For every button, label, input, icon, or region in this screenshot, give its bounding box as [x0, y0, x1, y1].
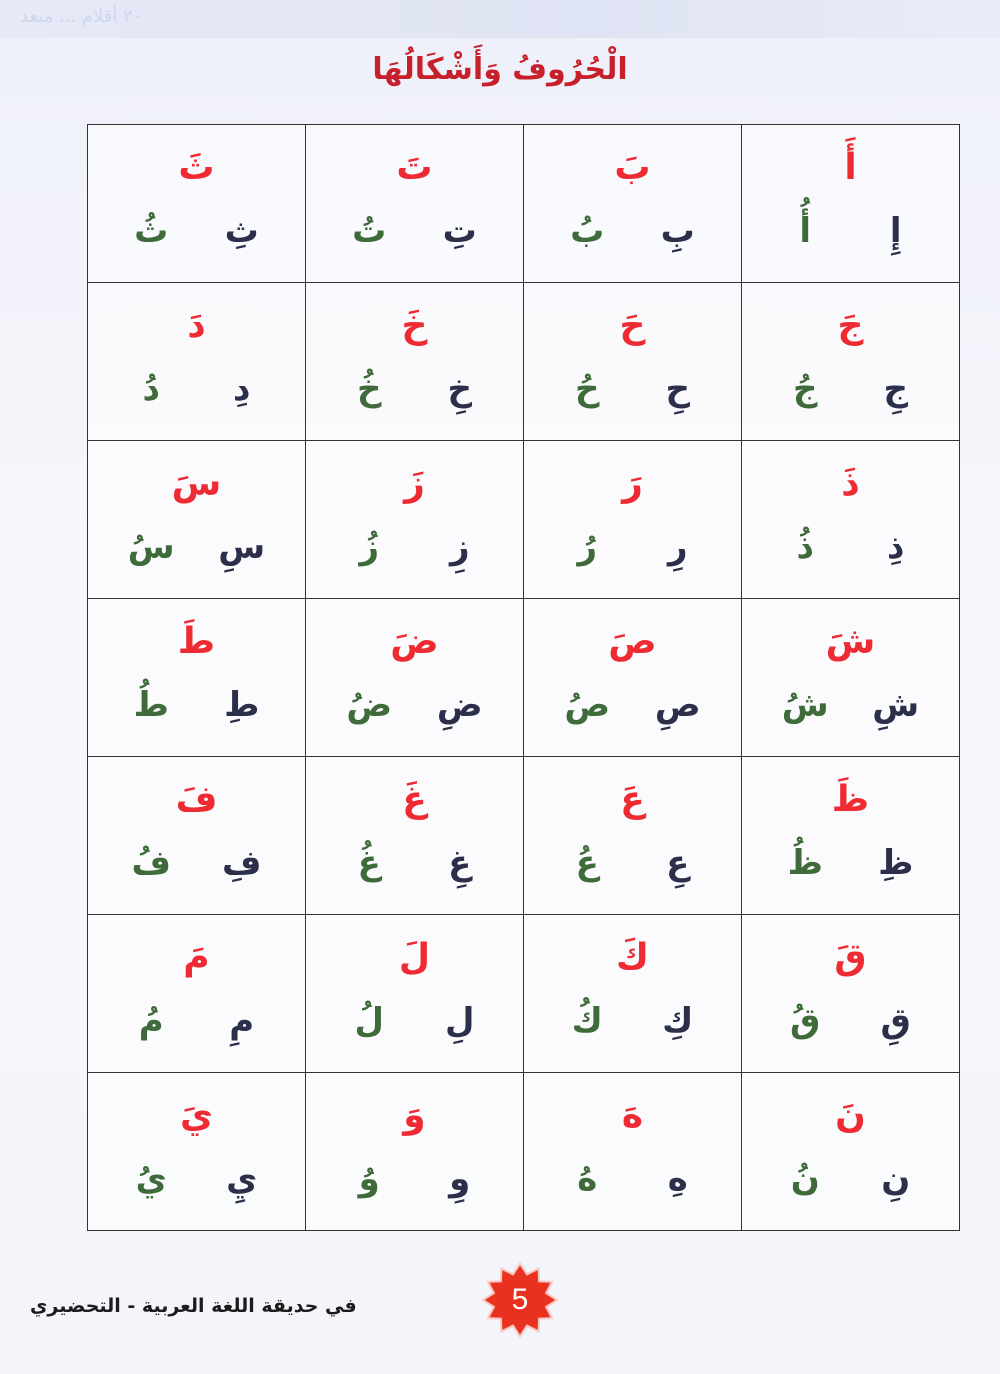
- letter-form-damma: أُ: [799, 211, 812, 251]
- letter-form-kasra: ضِ: [436, 685, 483, 725]
- letter-form-kasra: إِ: [889, 211, 902, 251]
- letter-forms: [306, 1159, 523, 1199]
- letter-cell: [306, 757, 524, 915]
- letter-main: مَ: [183, 937, 210, 978]
- letter-form-damma: لُ: [354, 1001, 384, 1041]
- letter-form-damma: هُ: [577, 1159, 598, 1199]
- letter-main: صَ: [608, 621, 657, 662]
- letter-forms: [524, 369, 741, 409]
- letter-form-damma: رُ: [577, 527, 598, 567]
- letter-form-kasra: فِ: [222, 843, 262, 883]
- letter-cell: [742, 915, 960, 1073]
- letter-form-damma: سُ: [127, 527, 175, 567]
- letter-forms: [524, 211, 741, 251]
- letter-forms: [524, 527, 741, 567]
- letter-cell: [88, 915, 306, 1073]
- letter-main: ذَ: [841, 463, 860, 504]
- letter-main: سَ: [171, 463, 222, 504]
- letter-forms: [742, 685, 959, 725]
- letter-cell: [524, 125, 742, 283]
- letter-main: يَ: [180, 1095, 213, 1136]
- letter-form-damma: دُ: [142, 369, 160, 409]
- page-number: 5: [511, 1283, 529, 1316]
- letters-row: [88, 125, 960, 283]
- header-faint-text: ٢٠ أقلام ... مبعد: [20, 6, 143, 27]
- letter-cell: [306, 1073, 524, 1231]
- letter-form-kasra: جِ: [883, 369, 908, 409]
- letter-cell: [88, 599, 306, 757]
- letter-form-damma: تُ: [352, 211, 387, 251]
- letter-cell: [742, 757, 960, 915]
- letter-cell: [88, 757, 306, 915]
- letter-forms: [306, 1001, 523, 1041]
- letter-form-kasra: ظِ: [878, 843, 914, 883]
- letter-form-damma: بُ: [570, 211, 605, 251]
- letter-form-damma: ذُ: [796, 527, 814, 567]
- letter-forms: [524, 685, 741, 725]
- letter-forms: [88, 369, 305, 409]
- letter-cell: [88, 125, 306, 283]
- letter-form-damma: طُ: [133, 685, 169, 725]
- letter-main: عَ: [620, 779, 645, 820]
- letter-form-kasra: صِ: [654, 685, 701, 725]
- letter-cell: [306, 599, 524, 757]
- letter-main: وَ: [403, 1095, 426, 1136]
- top-strip: [0, 0, 1000, 38]
- letter-cell: [524, 283, 742, 441]
- letter-cell: [88, 441, 306, 599]
- letter-forms: [742, 527, 959, 567]
- letter-form-kasra: قِ: [880, 1001, 911, 1041]
- letter-form-damma: خُ: [356, 369, 382, 409]
- letter-forms: [88, 843, 305, 883]
- letter-forms: [742, 369, 959, 409]
- letter-form-damma: كُ: [571, 1001, 603, 1041]
- letter-cell: [524, 915, 742, 1073]
- letters-table: [87, 124, 960, 1231]
- letter-forms: [306, 843, 523, 883]
- letter-cell: [524, 1073, 742, 1231]
- letter-main: رَ: [622, 463, 643, 504]
- letter-main: نَ: [835, 1095, 866, 1136]
- letter-forms: [88, 1001, 305, 1041]
- letter-main: حَ: [619, 305, 646, 346]
- letter-main: كَ: [616, 937, 649, 978]
- letter-forms: [742, 1001, 959, 1041]
- letter-forms: [524, 1001, 741, 1041]
- letter-cell: [306, 125, 524, 283]
- letter-form-kasra: شِ: [872, 685, 920, 725]
- letter-form-kasra: رِ: [667, 527, 688, 567]
- letter-form-damma: ظُ: [787, 843, 823, 883]
- letter-form-damma: يُ: [135, 1159, 167, 1199]
- letter-main: ثَ: [178, 147, 215, 188]
- letter-form-damma: عُ: [575, 843, 599, 883]
- letter-cell: [88, 283, 306, 441]
- letter-form-damma: وُ: [358, 1159, 380, 1199]
- letter-form-kasra: مِ: [229, 1001, 255, 1041]
- letter-cell: [742, 441, 960, 599]
- letters-row: [88, 283, 960, 441]
- letters-row: [88, 757, 960, 915]
- letter-main: زَ: [404, 463, 425, 504]
- letter-form-kasra: وِ: [449, 1159, 471, 1199]
- letter-cell: [306, 915, 524, 1073]
- letter-form-kasra: غِ: [448, 843, 472, 883]
- letter-main: أَ: [844, 147, 857, 188]
- letter-form-damma: ثُ: [134, 211, 169, 251]
- letter-main: جَ: [837, 305, 864, 346]
- letter-forms: [742, 843, 959, 883]
- letter-form-kasra: دِ: [233, 369, 251, 409]
- letters-row: [88, 599, 960, 757]
- letter-main: ظَ: [831, 779, 870, 820]
- letter-cell: [742, 125, 960, 283]
- letter-form-kasra: لِ: [444, 1001, 475, 1041]
- letter-form-kasra: ذِ: [887, 527, 905, 567]
- letter-forms: [306, 527, 523, 567]
- letter-form-damma: شُ: [781, 685, 829, 725]
- letter-forms: [524, 1159, 741, 1199]
- letter-forms: [88, 685, 305, 725]
- letter-forms: [742, 211, 959, 251]
- letter-form-damma: زُ: [359, 527, 380, 567]
- letter-forms: [306, 211, 523, 251]
- letter-form-kasra: حِ: [665, 369, 690, 409]
- letter-main: طَ: [177, 621, 216, 662]
- letter-form-damma: حُ: [574, 369, 600, 409]
- letter-main: غَ: [402, 779, 427, 820]
- letter-forms: [524, 843, 741, 883]
- letter-main: ضَ: [390, 621, 439, 662]
- page-title: الْحُرُوفُ وَأَشْكَالُهَا: [372, 52, 628, 87]
- letters-row: [88, 915, 960, 1073]
- letter-form-kasra: هِ: [667, 1159, 688, 1199]
- letter-form-kasra: خِ: [447, 369, 472, 409]
- letter-forms: [88, 211, 305, 251]
- letter-forms: [306, 685, 523, 725]
- letter-main: دَ: [187, 305, 206, 346]
- letter-cell: [742, 599, 960, 757]
- letter-form-kasra: يِ: [226, 1159, 258, 1199]
- letter-main: تَ: [396, 147, 433, 188]
- letter-form-kasra: عِ: [666, 843, 690, 883]
- letter-main: فَ: [175, 779, 218, 820]
- letter-form-kasra: زِ: [449, 527, 470, 567]
- letter-form-damma: مُ: [138, 1001, 164, 1041]
- letter-cell: [524, 599, 742, 757]
- letter-main: قَ: [834, 937, 867, 978]
- letter-cell: [524, 441, 742, 599]
- letter-form-damma: صُ: [564, 685, 611, 725]
- letters-row: [88, 441, 960, 599]
- letter-form-damma: قُ: [790, 1001, 821, 1041]
- letter-forms: [306, 369, 523, 409]
- letter-main: خَ: [401, 305, 428, 346]
- letter-main: هَ: [621, 1095, 644, 1136]
- letters-row: [88, 1073, 960, 1231]
- letter-main: شَ: [825, 621, 876, 662]
- letter-form-kasra: تِ: [442, 211, 477, 251]
- letter-cell: [524, 757, 742, 915]
- letter-form-kasra: طِ: [224, 685, 260, 725]
- letter-cell: [88, 1073, 306, 1231]
- letter-form-damma: جُ: [792, 369, 818, 409]
- letter-form-damma: ضُ: [346, 685, 393, 725]
- letter-main: بَ: [614, 147, 651, 188]
- letter-forms: [742, 1159, 959, 1199]
- letter-form-kasra: بِ: [660, 211, 695, 251]
- letter-cell: [742, 1073, 960, 1231]
- letter-main: لَ: [398, 937, 431, 978]
- letter-form-damma: نُ: [790, 1159, 820, 1199]
- letter-forms: [88, 527, 305, 567]
- letter-form-kasra: نِ: [881, 1159, 911, 1199]
- letter-cell: [742, 283, 960, 441]
- letter-form-kasra: سِ: [218, 527, 266, 567]
- footer-book-title: في حديقة اللغة العربية - التحضيري: [30, 1295, 357, 1317]
- letter-form-damma: فُ: [131, 843, 171, 883]
- letter-form-damma: غُ: [357, 843, 381, 883]
- letter-cell: [306, 441, 524, 599]
- letter-cell: [306, 283, 524, 441]
- letter-forms: [88, 1159, 305, 1199]
- letter-form-kasra: كِ: [662, 1001, 694, 1041]
- letter-form-kasra: ثِ: [224, 211, 259, 251]
